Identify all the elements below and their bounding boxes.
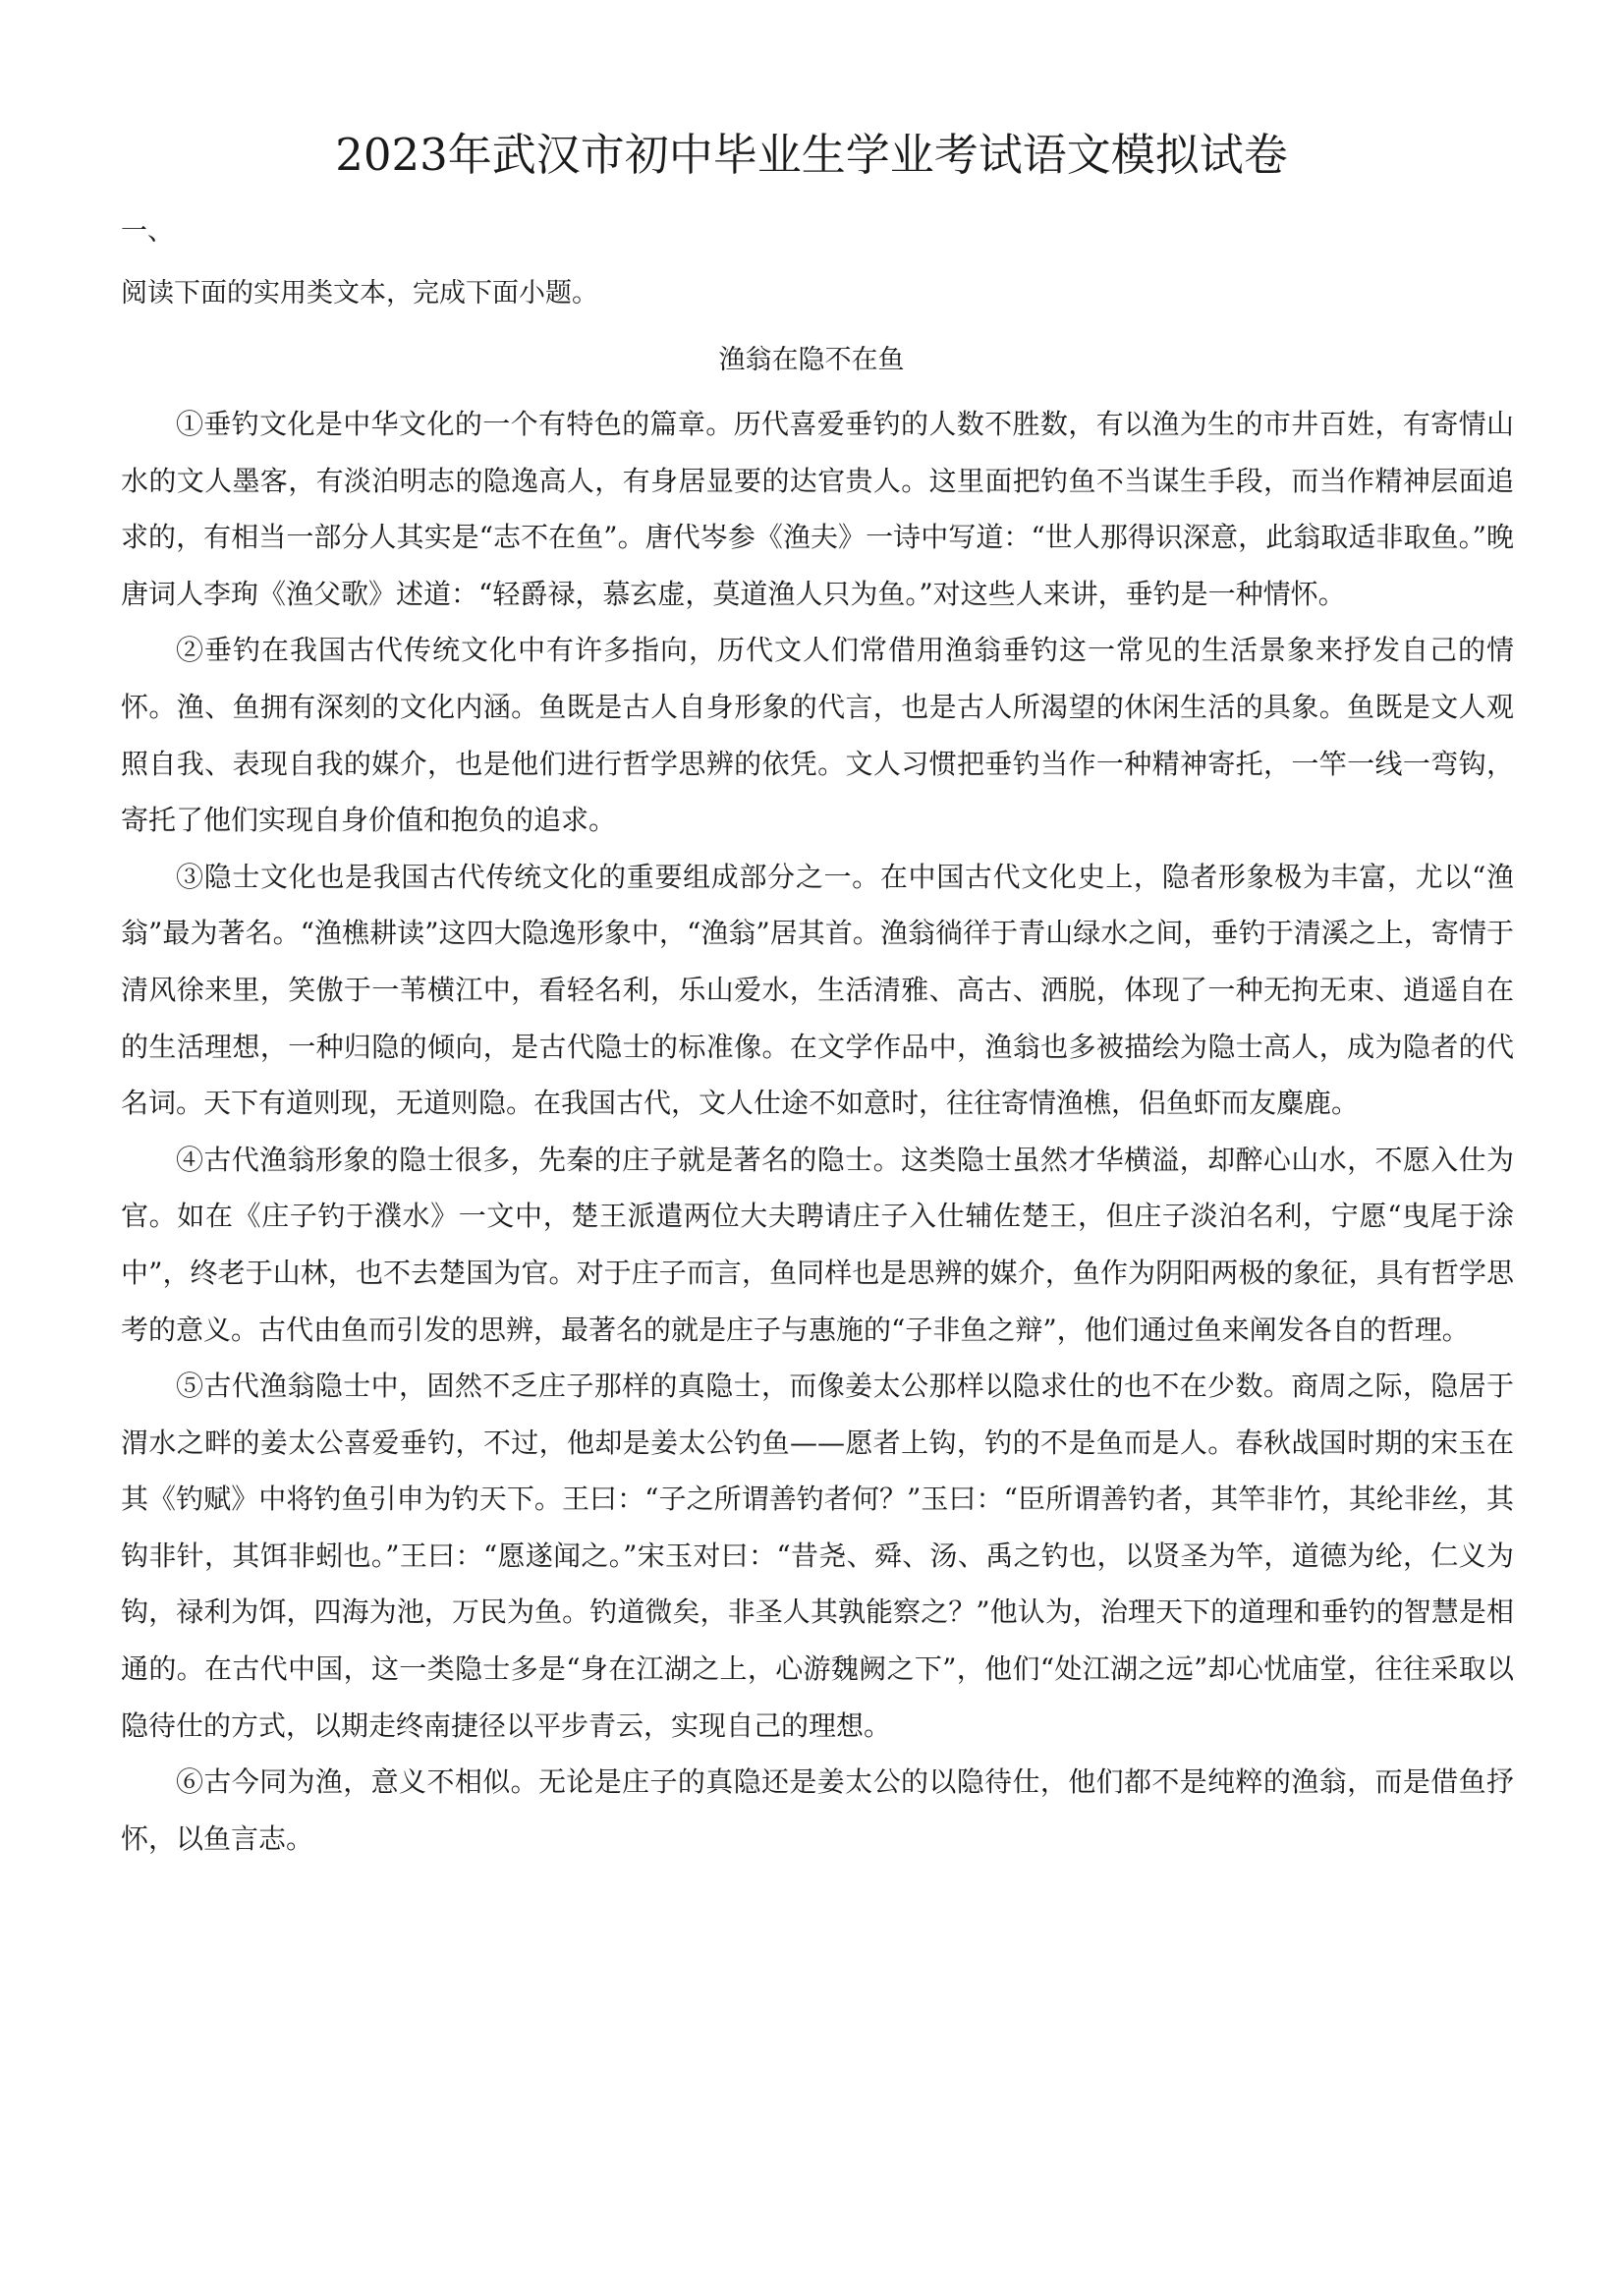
paragraph-5: ⑤古代渔翁隐士中，固然不乏庄子那样的真隐士，而像姜太公那样以隐求仕的也不在少数。商周之际，隐居于渭水之畔的姜太公喜爱垂钓，不过，他却是姜太公钓鱼——愿者上钩，钓的不是鱼而是人。春秋战国时期的宋玉在其《钓赋》中将钓鱼引申为钓天下。王曰：“子之所谓善钓者何？”玉曰：“臣所谓善钓者，其竿非竹，其纶非丝，其钩非针，其饵非蚓也。”王曰：“愿遂闻之。”宋玉对曰：“昔尧、舜、汤、禹之钓也，以贤圣为竿，道德为纶，仁义为钩，禄利为饵，四海为池，万民为鱼。钓道微矣，非圣人其孰能察之？”他认为，治理天下的道理和垂钓的智慧是相通的。在古代中国，这一类隐士多是“身在江湖之上，心游魏阙之下”，他们“处江湖之远”却心忧庙堂，往往采取以隐待仕的方式，以期走终南捷径以平步青云，实现自己的理想。 xyxy=(121,1370,1514,1742)
article-title: 渔翁在隐不在鱼 xyxy=(718,345,905,375)
paragraph-3: ③隐士文化也是我国古代传统文化的重要组成部分之一。在中国古代文化史上，隐者形象极为丰富，尤以“渔翁”最为著名。“渔樵耕读”这四大隐逸形象中，“渔翁”居其首。渔翁徜徉于青山绿水之间，垂钓于清溪之上，寄情于清风徐来里，笑傲于一苇横江中，看轻名利，乐山爱水，生活清雅、高古、洒脱，体现了一种无拘无束、逍遥自在的生活理想，一种归隐的倾向，是古代隐士的标准像。在文学作品中，渔翁也多被描绘为隐士高人，成为隐者的代名词。天下有道则现，无道则隐。在我国古代，文人仕途不如意时，往往寄情渔樵，侣鱼虾而友麋鹿。 xyxy=(121,860,1514,1120)
paragraph-1: ①垂钓文化是中华文化的一个有特色的篇章。历代喜爱垂钓的人数不胜数，有以渔为生的市井百姓，有寄情山水的文人墨客，有淡泊明志的隐逸高人，有身居显要的达官贵人。这里面把钓鱼不当谋生手段，而当作精神层面追求的，有相当一部分人其实是“志不在鱼”。唐代岑参《渔夫》一诗中写道：“世人那得识深意，此翁取适非取鱼。”晚唐词人李珣《渔父歌》述道：“轻爵禄，慕玄虚，莫道渔人只为鱼。”对这些人来讲，垂钓是一种情怀。 xyxy=(121,408,1514,610)
article-body xyxy=(121,396,1514,1867)
paragraph-4: ④古代渔翁形象的隐士很多，先秦的庄子就是著名的隐士。这类隐士虽然才华横溢，却醉心山水，不愿入仕为官。如在《庄子钓于濮水》一文中，楚王派遣两位大夫聘请庄子入仕辅佐楚王，但庄子淡泊名利，宁愿“曳尾于涂中”，终老于山林，也不去楚国为官。对于庄子而言，鱼同样也是思辨的媒介，鱼作为阴阳两极的象征，具有哲学思考的意义。古代由鱼而引发的思辨，最著名的就是庄子与惠施的“子非鱼之辩”，他们通过鱼来阐发各自的哲理。 xyxy=(121,1143,1514,1346)
paragraph-6: ⑥古今同为渔，意义不相似。无论是庄子的真隐还是姜太公的以隐待仕，他们都不是纯粹的渔翁，而是借鱼抒怀，以鱼言志。 xyxy=(121,1765,1514,1855)
reading-instruction: 阅读下面的实用类文本，完成下面小题。 xyxy=(121,278,598,308)
section-label: 一、 xyxy=(121,216,174,247)
paragraph-2: ②垂钓在我国古代传统文化中有许多指向，历代文人们常借用渔翁垂钓这一常见的生活景象来抒发自己的情怀。渔、鱼拥有深刻的文化内涵。鱼既是古人自身形象的代言，也是古人所渴望的休闲生活的具象。鱼既是文人观照自我、表现自我的媒介，也是他们进行哲学思辨的依凭。文人习惯把垂钓当作一种精神寄托，一竿一线一弯钩，寄托了他们实现自身价值和抱负的追求。 xyxy=(121,634,1514,837)
exam-title: 2023年武汉市初中毕业生学业考试语文模拟试卷 xyxy=(335,129,1288,181)
